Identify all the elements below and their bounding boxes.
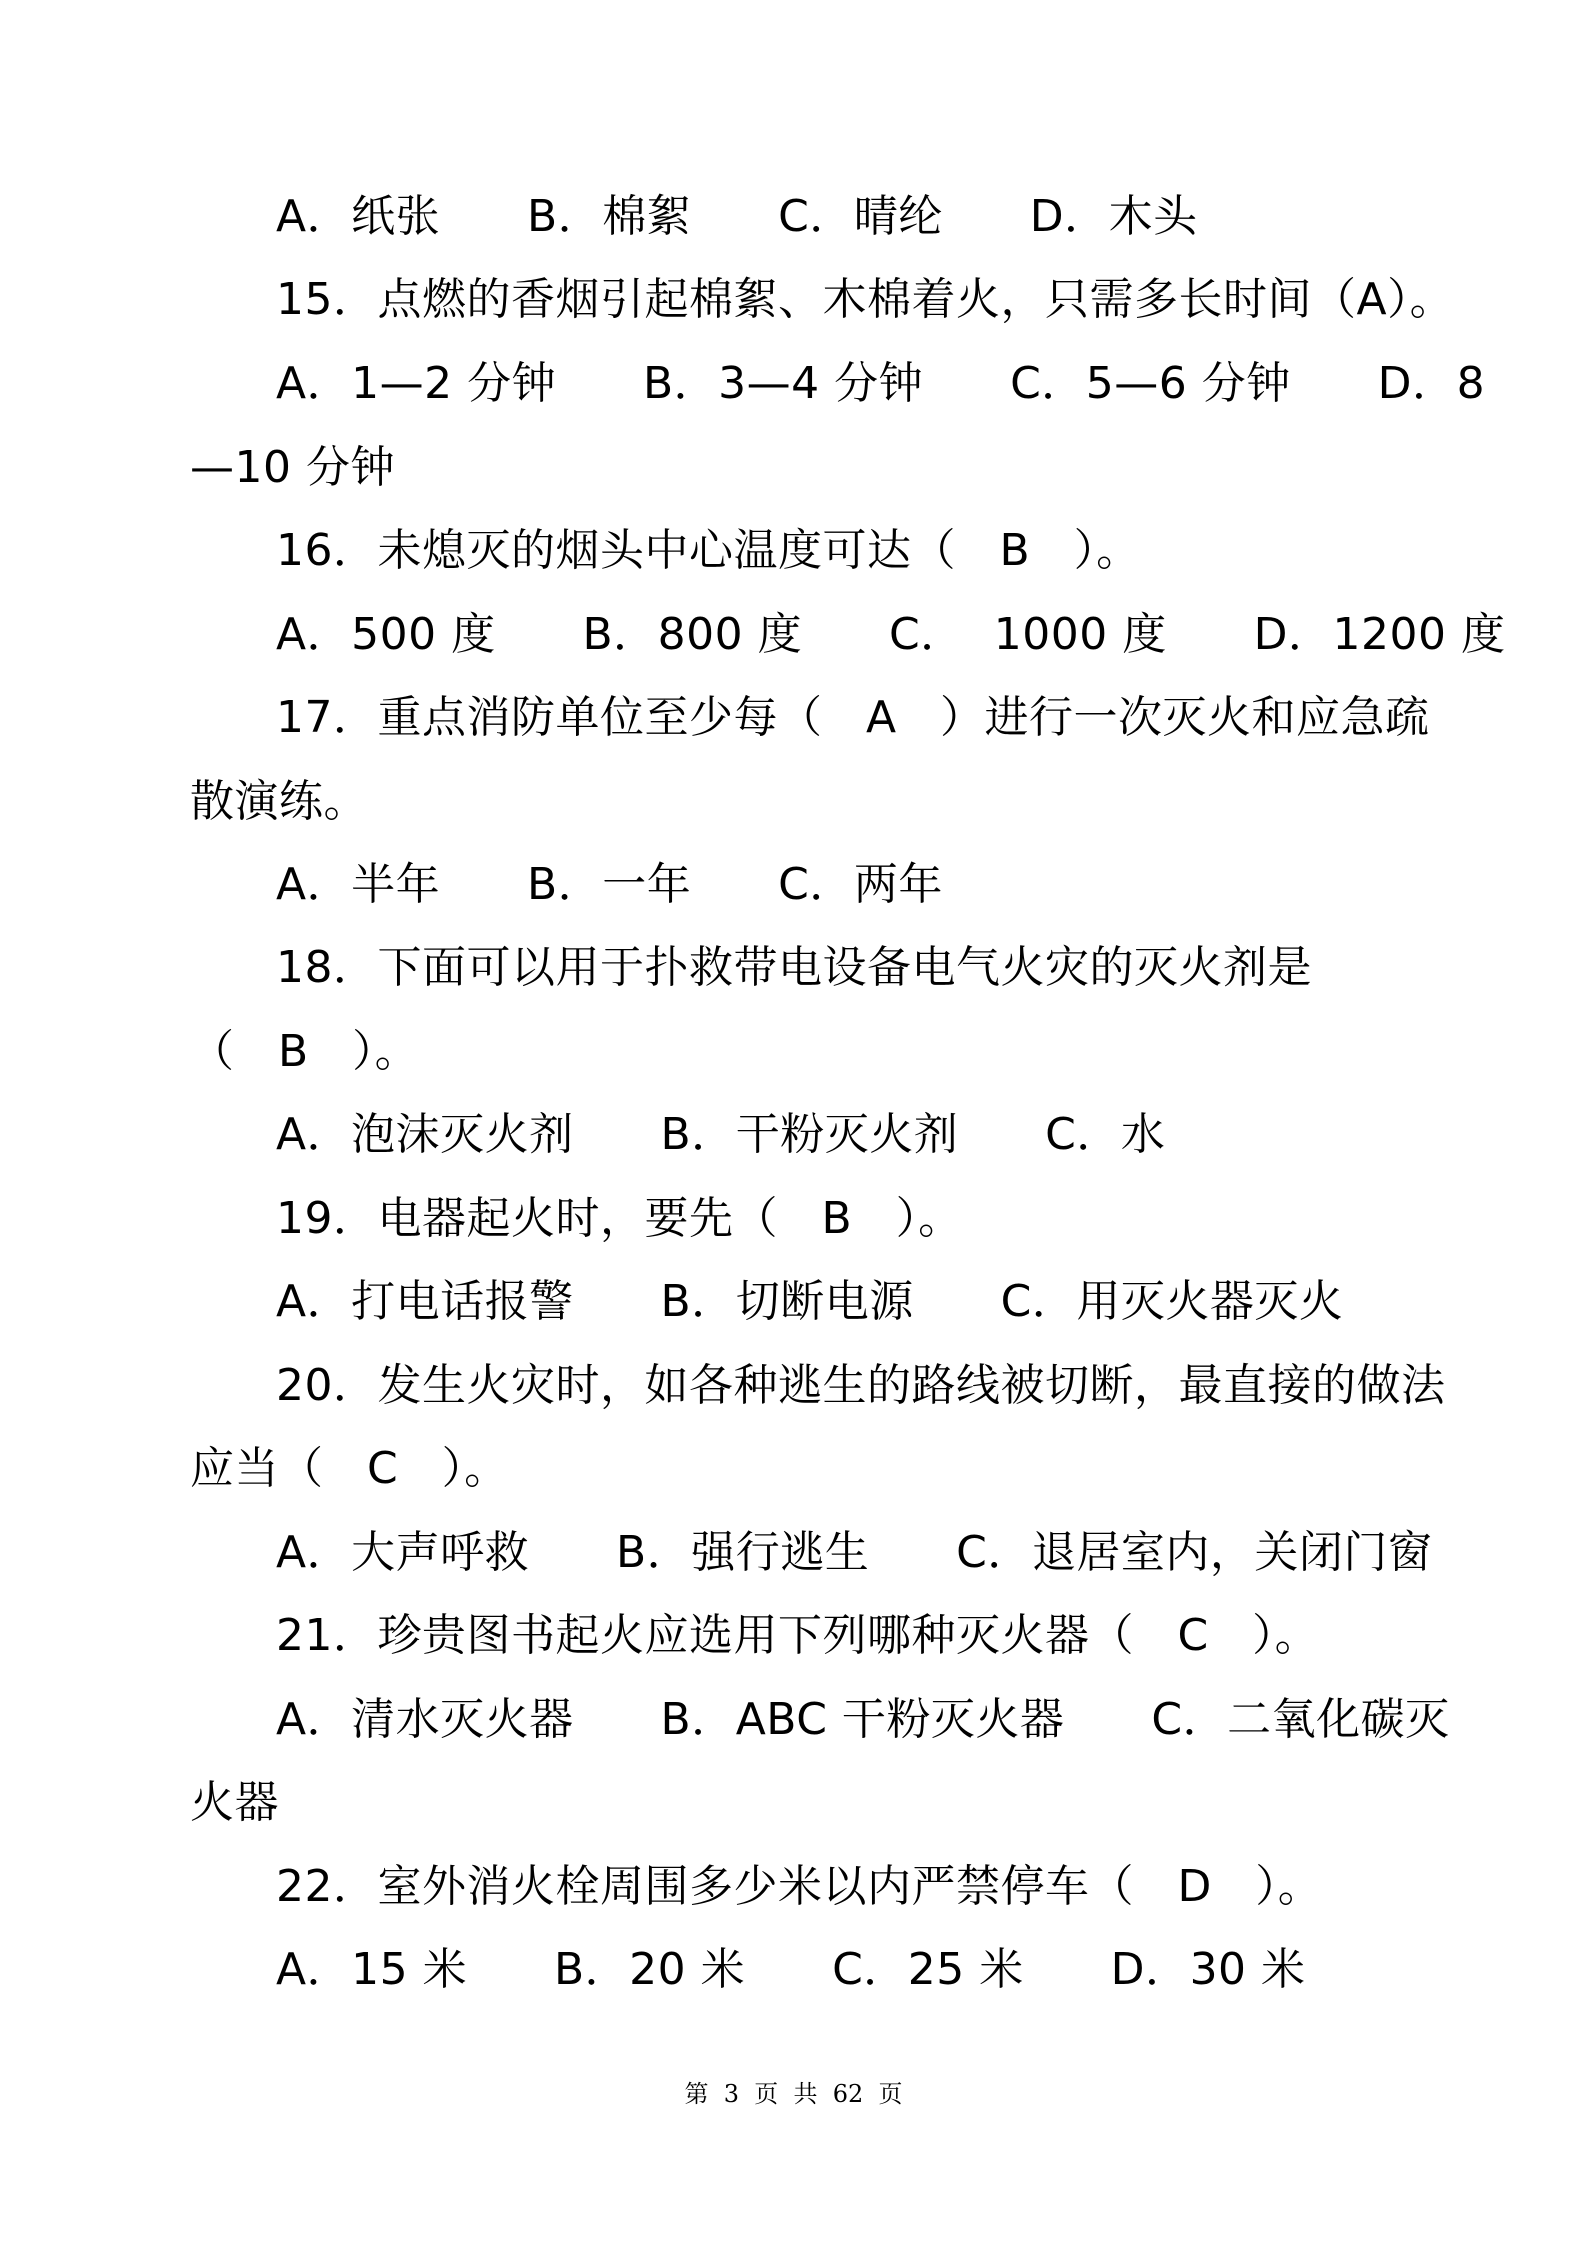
q15-options: A．1—2 分钟 B．3—4 分钟 C．5—6 分钟 D．8 — [276, 358, 1486, 409]
q22-question: 22．室外消火栓周围多少米以内严禁停车（ D ）。 — [276, 1861, 1323, 1912]
q22-options: A．15 米 B．20 米 C．25 米 D．30 米 — [276, 1944, 1306, 1995]
q18-question-continued: （ B ）。 — [190, 1026, 420, 1077]
q16-options: A．500 度 B．800 度 C． 1000 度 D．1200 度 — [276, 609, 1506, 660]
q18-question: 18．下面可以用于扑救带电设备电气火灾的灭火剂是 — [276, 942, 1312, 993]
page-number-footer: 第 3 页 共 62 页 — [684, 2080, 903, 2108]
q15-question: 15．点燃的香烟引起棉絮、木棉着火，只需多长时间（A）。 — [276, 274, 1455, 325]
q18-options: A．泡沫灭火剂 B．干粉灭火剂 C．水 — [276, 1109, 1166, 1160]
q17-options: A．半年 B．一年 C．两年 — [276, 859, 943, 910]
q21-options: A．清水灭火器 B．ABC 干粉灭火器 C．二氧化碳灭 — [276, 1694, 1450, 1745]
q20-question-continued: 应当（ C ）。 — [190, 1443, 509, 1494]
q19-question: 19．电器起火时，要先（ B ）。 — [276, 1193, 963, 1244]
q17-question-continued: 散演练。 — [190, 776, 368, 827]
q20-question: 20．发生火灾时，如各种逃生的路线被切断，最直接的做法 — [276, 1360, 1446, 1411]
q17-question: 17．重点消防单位至少每（ A ）进行一次灭火和应急疏 — [276, 692, 1430, 743]
q14-options: A．纸张 B．棉絮 C．晴纶 D．木头 — [276, 191, 1198, 242]
q21-options-continued: 火器 — [190, 1777, 279, 1828]
q15-options-continued: —10 分钟 — [190, 442, 395, 493]
q20-options: A．大声呼救 B．强行逃生 C．退居室内，关闭门窗 — [276, 1527, 1433, 1578]
q19-options: A．打电话报警 B．切断电源 C．用灭火器灭火 — [276, 1276, 1344, 1327]
q21-question: 21．珍贵图书起火应选用下列哪种灭火器（ C ）。 — [276, 1610, 1320, 1661]
q16-question: 16．未熄灭的烟头中心温度可达（ B ）。 — [276, 525, 1141, 576]
